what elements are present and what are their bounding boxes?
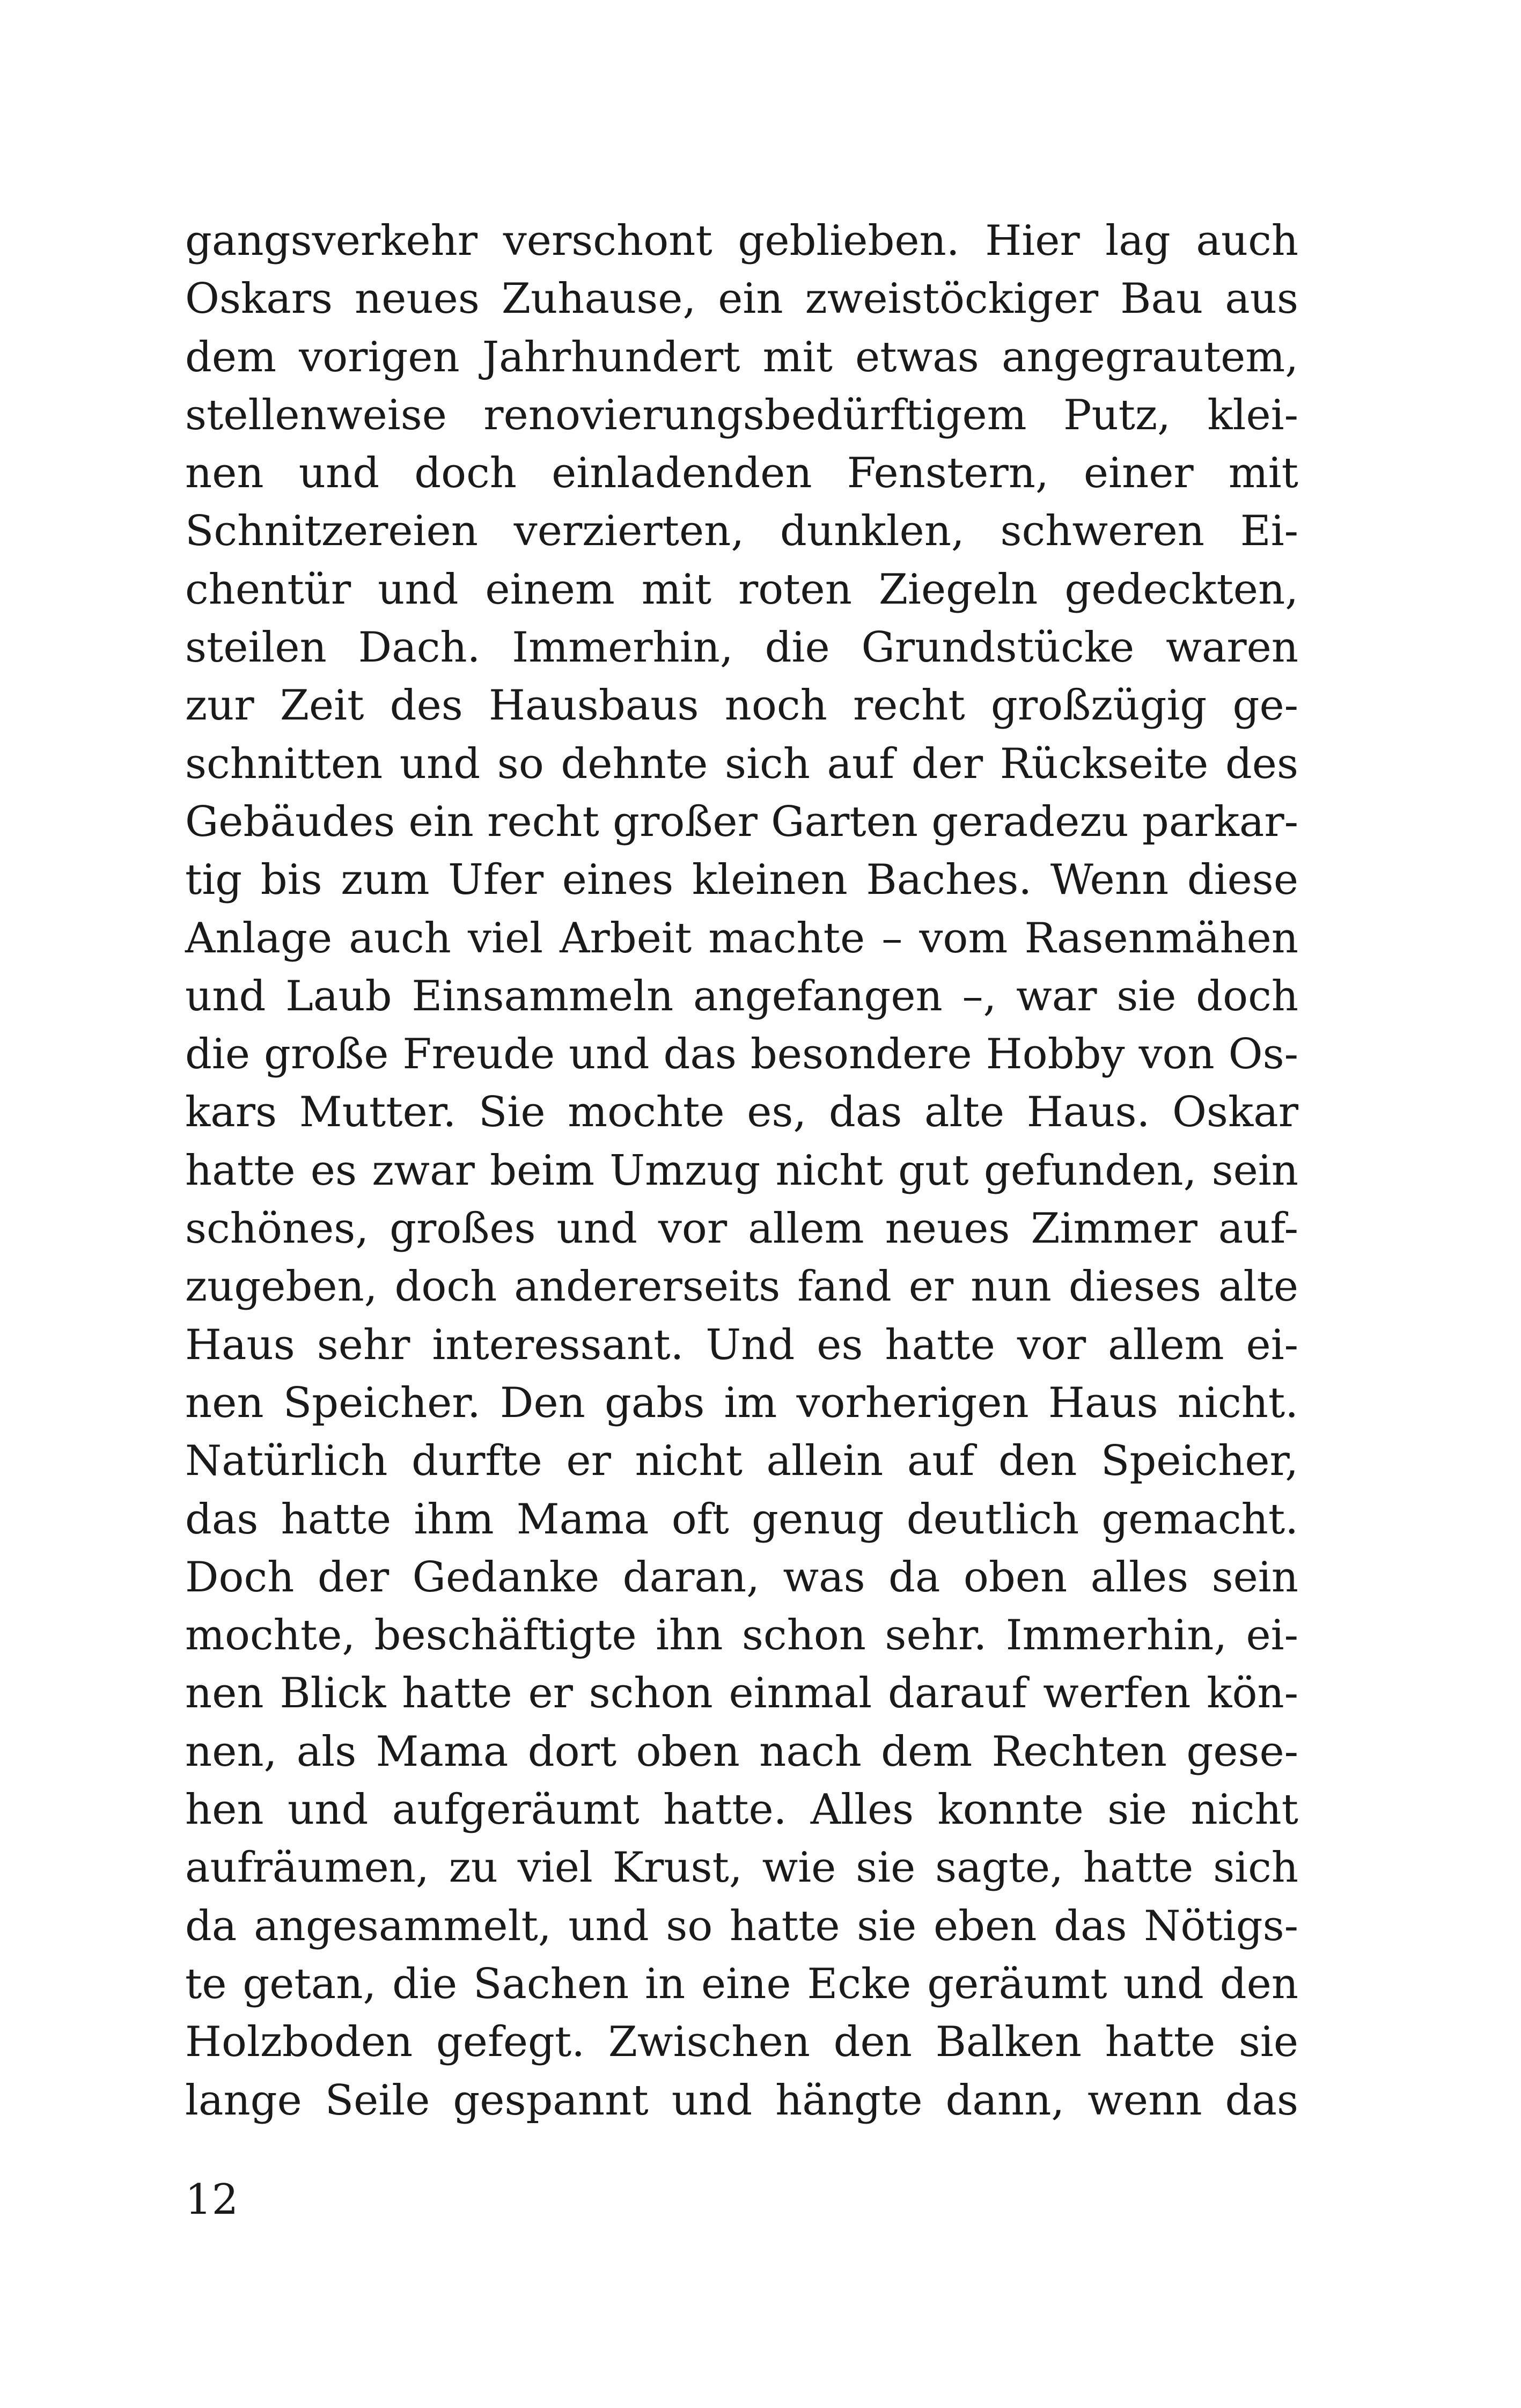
text-line: Oskars neues Zuhause, ein zweistöckiger Bau aus — [185, 275, 1298, 324]
text-line: te getan, die Sachen in eine Ecke geräumt und den — [185, 1959, 1298, 2008]
text-line: nen Blick hatte er schon einmal darauf werfen kön- — [185, 1669, 1298, 1718]
text-line: nen Speicher. Den gabs im vorherigen Haus nicht. — [185, 1378, 1298, 1427]
text-line: Holzboden gefegt. Zwischen den Balken hatte sie — [185, 2018, 1298, 2067]
text-line: und Laub Einsammeln angefangen –, war sie doch — [185, 972, 1298, 1021]
page-number: 12 — [185, 2176, 239, 2224]
text-line: steilen Dach. Immerhin, die Grundstücke waren — [185, 623, 1298, 672]
text-line: Natürlich durfte er nicht allein auf den Speicher, — [185, 1437, 1298, 1486]
text-line: aufräumen, zu viel Krust, wie sie sagte, hatte sich — [185, 1844, 1298, 1892]
text-line: nen, als Mama dort oben nach dem Rechten gese- — [185, 1727, 1298, 1776]
text-line: lange Seile gespannt und hängte dann, wenn das — [185, 2076, 1298, 2125]
body-text — [185, 212, 1298, 2130]
text-line: nen und doch einladenden Fenstern, einer mit — [185, 449, 1298, 498]
text-line: stellenweise renovierungsbedürftigem Putz, klei- — [185, 391, 1298, 439]
text-line: schönes, großes und vor allem neues Zimmer auf- — [185, 1205, 1298, 1253]
text-line: das hatte ihm Mama oft genug deutlich gemacht. — [185, 1495, 1298, 1544]
text-line: da angesammelt, und so hatte sie eben das Nötigs- — [185, 1902, 1298, 1950]
text-line: gangsverkehr verschont geblieben. Hier lag auch — [185, 217, 1298, 265]
text-line: schnitten und so dehnte sich auf der Rückseite des — [185, 739, 1298, 788]
text-line: hen und aufgeräumt hatte. Alles konnte sie nicht — [185, 1786, 1298, 1834]
text-line: Anlage auch viel Arbeit machte – vom Rasenmähen — [185, 914, 1298, 963]
text-line: zur Zeit des Hausbaus noch recht großzügig ge- — [185, 681, 1298, 730]
text-line: dem vorigen Jahrhundert mit etwas angegrautem, — [185, 333, 1298, 381]
text-line: hatte es zwar beim Umzug nicht gut gefunden, sein — [185, 1146, 1298, 1195]
text-line: Gebäudes ein recht großer Garten geradezu parkar- — [185, 797, 1298, 846]
text-line: Schnitzereien verzierten, dunklen, schweren Ei- — [185, 507, 1298, 556]
text-line: Haus sehr interessant. Und es hatte vor allem ei- — [185, 1320, 1298, 1369]
text-line: mochte, beschäftigte ihn schon sehr. Immerhin, ei- — [185, 1611, 1298, 1660]
text-line: die große Freude und das besondere Hobby von Os- — [185, 1030, 1298, 1079]
text-line: zugeben, doch andererseits fand er nun dieses alte — [185, 1262, 1298, 1311]
text-line: tig bis zum Ufer eines kleinen Baches. Wenn diese — [185, 856, 1298, 905]
text-line: kars Mutter. Sie mochte es, das alte Haus. Oskar — [185, 1088, 1298, 1137]
text-line: Doch der Gedanke daran, was da oben alles sein — [185, 1553, 1298, 1602]
text-line: chentür und einem mit roten Ziegeln gedeckten, — [185, 565, 1298, 614]
